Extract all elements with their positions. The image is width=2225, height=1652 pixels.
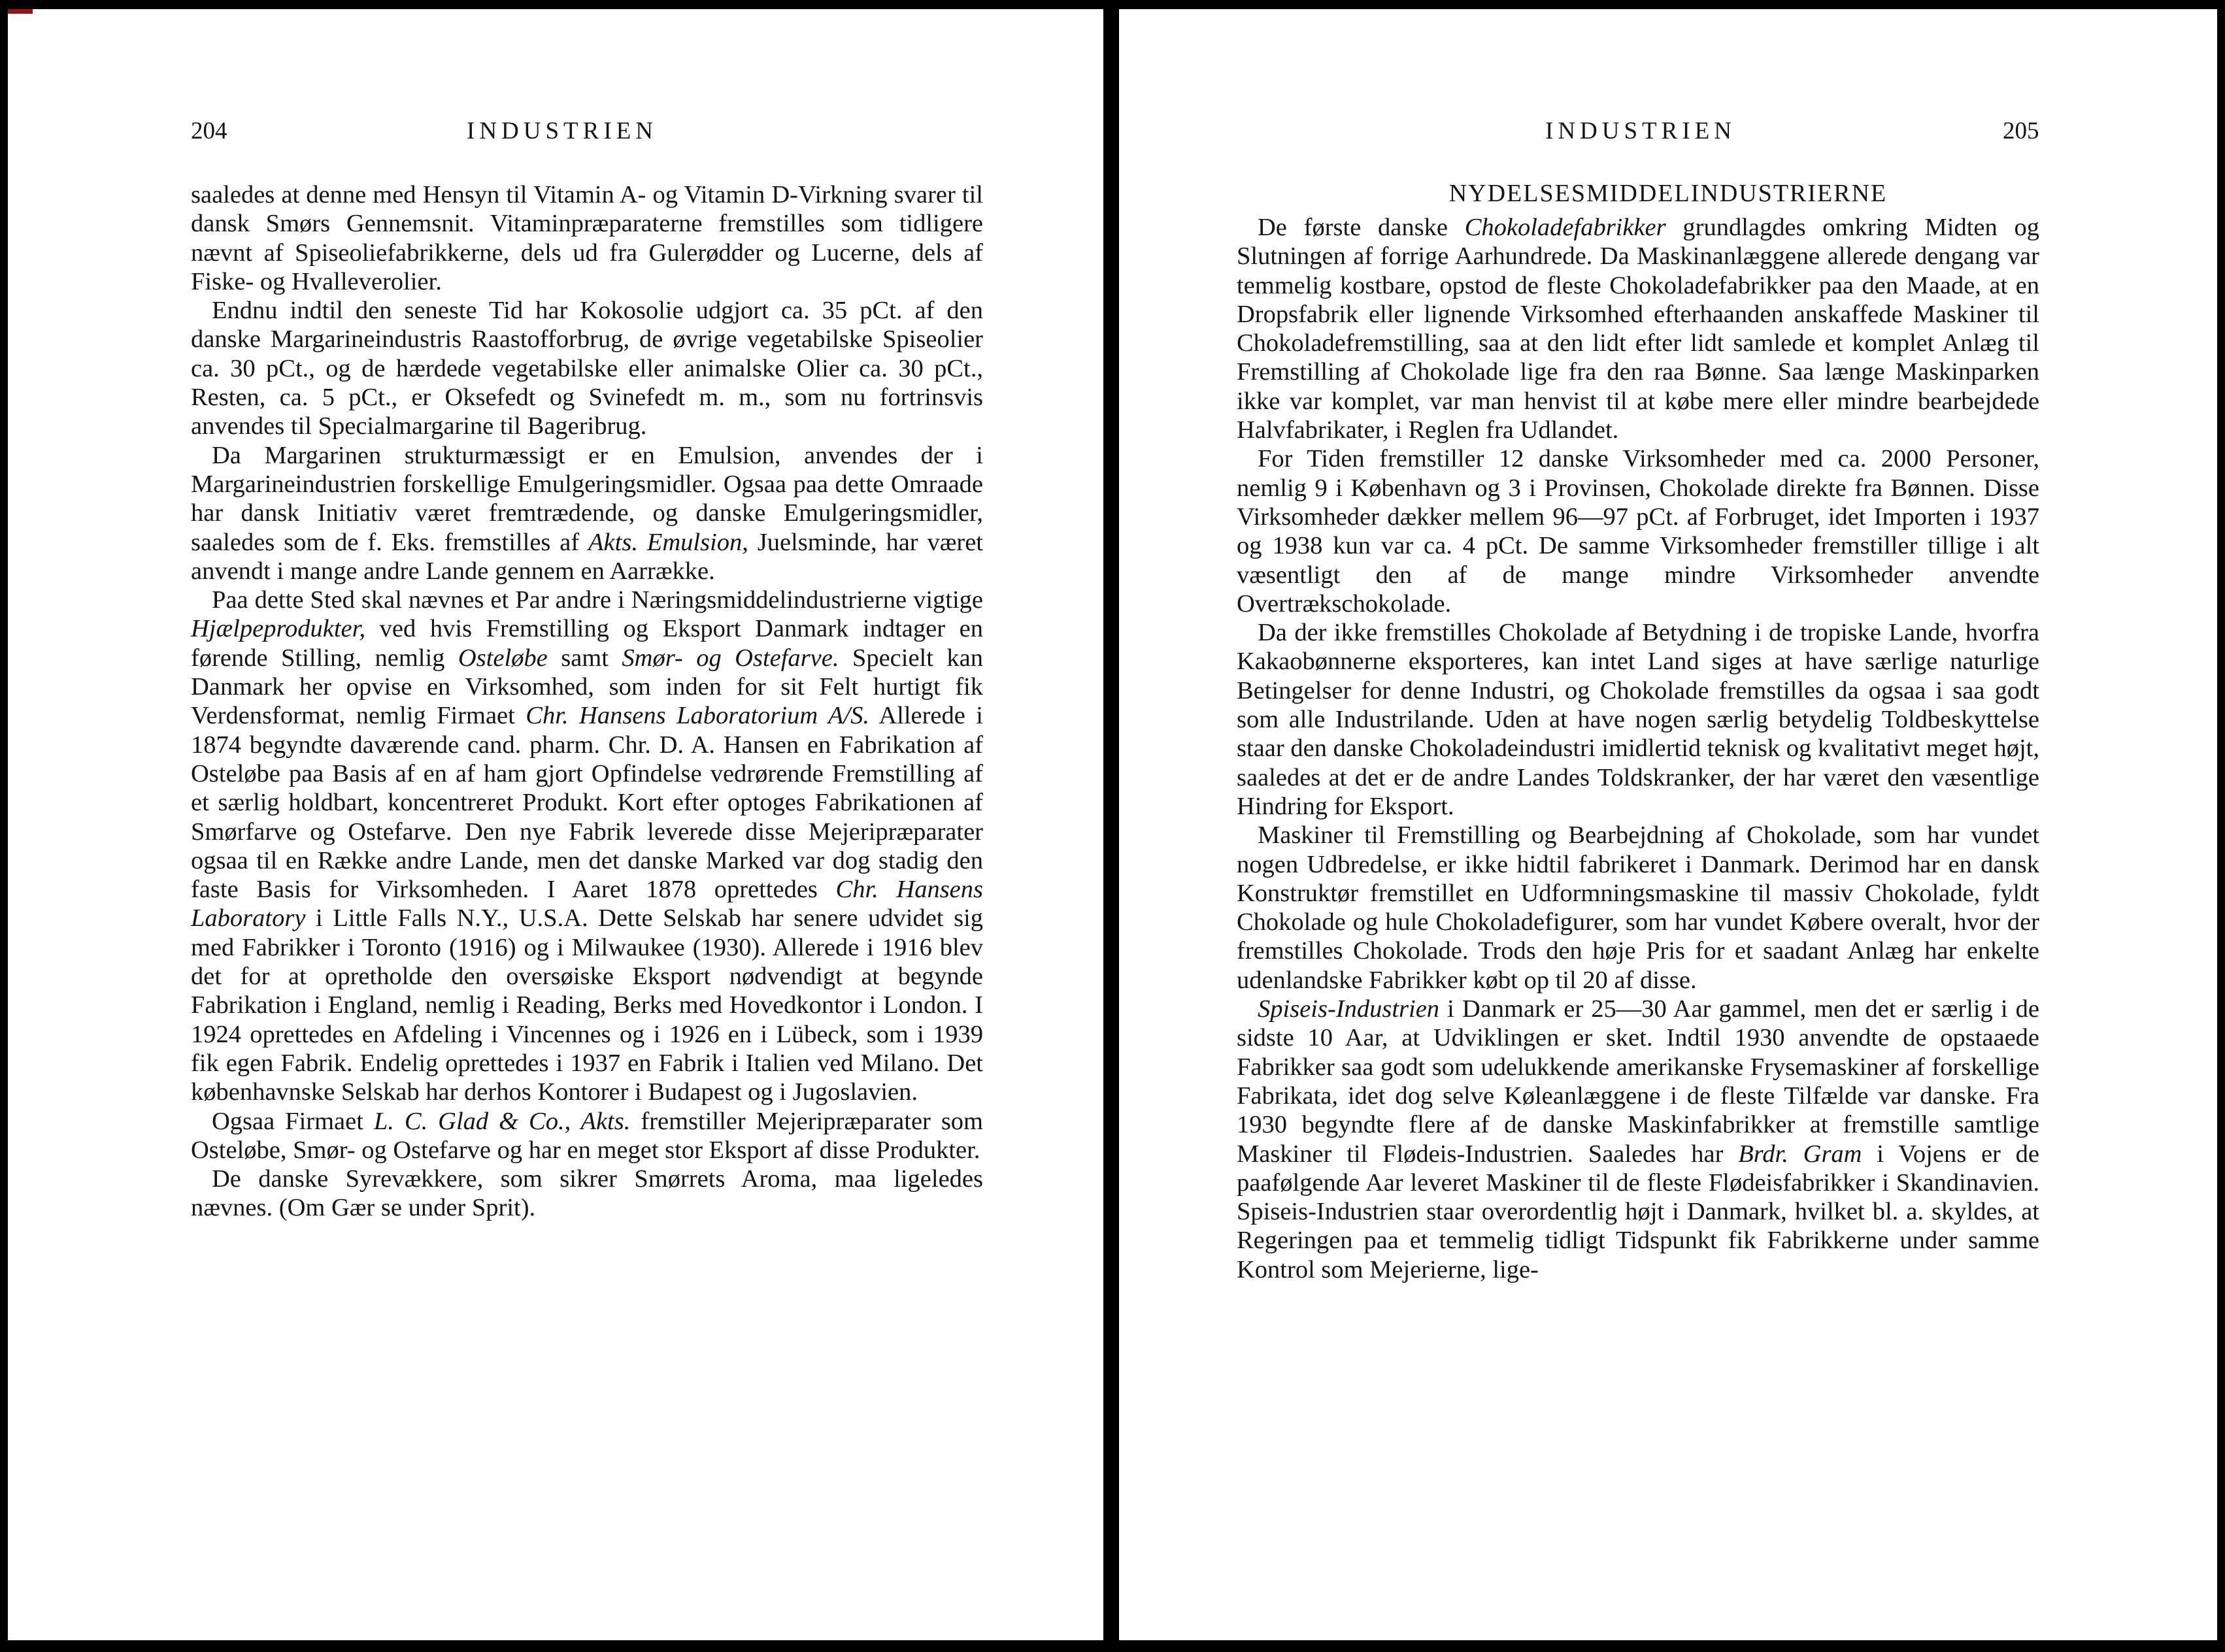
text-run: De danske Syrevækkere, som sikrer Smørrets Aroma, maa ligeledes nævnes. (Om Gær se under Sprit).	[191, 1165, 983, 1222]
text-run: Specielt kan Danmark her opvise en Virksomhed, som inden for sit Felt hurtigt fik Verdensformat, nemlig Firmaet	[191, 644, 983, 730]
paragraph	[191, 180, 983, 296]
italic-term: Brdr. Gram	[1738, 1140, 1862, 1168]
text-run: samt	[547, 644, 622, 672]
text-run: saaledes at denne med Hensyn til Vitamin A- og Vitamin D-Virkning svarer til dansk Smørs Gennemsnit. Vitaminpræparaterne fremstilles som tidligere nævnt af Spiseoliefabrikkerne, dels ud fra Gulerødder og Lucerne, dels af Fiske- og Hvalleverolier.	[191, 181, 983, 295]
paragraph	[191, 296, 983, 440]
paragraph	[191, 1107, 983, 1165]
text-run: For Tiden fremstiller 12 danske Virksomheder med ca. 2000 Personer, nemlig 9 i København og 3 i Provinsen, Chokolade direkte fra Bønnen. Disse Virksomheder dækker mellem 96—97 pCt. af Forbruget, idet Importen i 1937 og 1938 kun var ca. 4 pCt. De samme Virksomheder fremstiller tillige i alt væsentligt den af de mange mindre Virksomheder anvendte Overtrækschokolade.	[1237, 445, 2039, 618]
text-run: Maskiner til Fremstilling og Bearbejdning af Chokolade, som har vundet nogen Udbredelse, er ikke hidtil fabrikeret i Danmark. Derimod har en dansk Konstruktør fremstillet en Udformningsmaskine til massiv Chokolade, fyldt Chokolade og hule Chokoladefigurer, som har vundet Købere overalt, hvor der fremstilles Chokolade. Trods den høje Pris for et saadant Anlæg har enkelte udenlandske Fabrikker købt op til 20 af disse.	[1237, 821, 2039, 994]
paragraph	[1237, 821, 2039, 995]
italic-term: Chr. Hansens Laboratory	[191, 876, 983, 933]
text-run: De første danske	[1258, 214, 1465, 241]
body-text	[191, 180, 983, 1223]
text-run: Da der ikke fremstilles Chokolade af Betydning i de tropiske Lande, hvorfra Kakaobønnerne eksporteres, kan intet Land siges at have særlige naturlige Betingelser for denne Industri, og Chokolade fremstilles da ogsaa i saa godt som alle Industrilande. Uden at have nogen særlig betydelig Toldbeskyttelse staar den danske Chokoladeindustri imidlertid teknisk og kvalitativt meget højt, saaledes at det er de andre Landes Toldskranker, der har været den væsentlige Hindring for Eksport.	[1237, 619, 2039, 820]
page-number: 204	[191, 118, 227, 144]
paragraph	[1237, 444, 2039, 618]
right-page	[1119, 9, 2217, 1640]
italic-term: Hjælpeprodukter,	[191, 615, 365, 643]
page-number: 205	[2003, 118, 2039, 144]
text-run: ved hvis Fremstilling og Eksport Danmark indtager en førende Stilling, nemlig	[191, 615, 983, 672]
text-run: i Vojens er de paafølgende Aar leveret Maskiner til de fleste Flødeisfabrikker i Skandinavien. Spiseis-Industrien staar overordentlig højt i Danmark, hvilket bl. a. skyldes, at Regeringen paa et temmelig tidligt Tidspunkt fik Fabrikkerne under samme Kontrol som Mejerierne, lige-	[1237, 1140, 2039, 1283]
paragraph	[1237, 618, 2039, 821]
text-run: grundlagdes omkring Midten og Slutningen af forrige Aarhundrede. Da Maskinanlæggene allerede dengang var temmelig kostbare, opstod de fleste Chokoladefabrikker paa den Maade, at en Dropsfabrik eller lignende Virksomhed efterhaanden anskaffede Maskiner til Chokoladefremstilling, saa at den lidt efter lidt samlede et komplet Anlæg til Fremstilling af Chokolade lige fra den raa Bønne. Saa længe Maskinparken ikke var komplet, var man henvist til at købe mere eller mindre bearbejdede Halvfabrikater, i Reglen fra Udlandet.	[1237, 214, 2039, 444]
italic-term: Chr. Hansens Laboratorium A/S.	[526, 702, 869, 730]
paragraph	[191, 586, 983, 1106]
text-run: Juelsminde, har været anvendt i mange andre Lande gennem en Aarrække.	[191, 528, 983, 585]
text-run: fremstiller Mejeripræparater som Osteløbe, Smør- og Ostefarve og har en meget stor Eksport af disse Produkter.	[191, 1107, 984, 1164]
italic-term: Osteløbe	[458, 644, 548, 672]
italic-term: Smør- og Ostefarve.	[622, 644, 839, 672]
text-run: Endnu indtil den seneste Tid har Kokosolie udgjort ca. 35 pCt. af den danske Margarineindustris Raastofforbrug, de øvrige vegetabilske Spiseolier ca. 30 pCt., og de hærdede vegetabilske eller animalske Olier ca. 30 pCt., Resten, ca. 5 pCt., er Oksefedt og Svinefedt m. m., som nu fortrinsvis anvendes til Specialmargarine til Bageribrug.	[191, 297, 983, 440]
section-title: NYDELSESMIDDELINDUSTRIERNE	[1448, 180, 1888, 207]
paragraph	[191, 441, 983, 586]
running-head: INDUSTRIEN	[1545, 118, 1736, 144]
text-run: Ogsaa Firmaet	[212, 1107, 374, 1135]
italic-term: Chokoladefabrikker	[1464, 214, 1666, 241]
italic-term: L. C. Glad & Co., Akts.	[373, 1107, 631, 1135]
italic-term: Akts. Emulsion,	[588, 528, 748, 556]
text-run: Da Margarinen strukturmæssigt er en Emulsion, anvendes der i Margarineindustrien forskellige Emulgeringsmidler. Ogsaa paa dette Omraade har dansk Initiativ været fremtrædende, og danske Emulgeringsmidler, saaledes som de f. Eks. fremstilles af	[191, 441, 983, 556]
paragraph	[191, 1165, 983, 1223]
body-text	[1237, 213, 2039, 1284]
paragraph	[1237, 213, 2039, 444]
running-head: INDUSTRIEN	[467, 118, 658, 144]
text-run: Allerede i 1874 begyndte daværende cand. pharm. Chr. D. A. Hansen en Fabrikation af Osteløbe paa Basis af en af ham gjort Opfindelse vedrørende Fremstilling af et særlig holdbart, koncentreret Produkt. Kort efter optoges Fabrikationen af Smørfarve og Ostefarve. Den nye Fabrik leverede disse Mejeripræparater ogsaa til en Række andre Lande, men det danske Marked var dog stadig den faste Basis for Virksomheden. I Aaret 1878 oprettedes	[191, 702, 984, 904]
left-page	[8, 9, 1103, 1640]
paragraph	[1237, 995, 2039, 1284]
text-run: Paa dette Sted skal nævnes et Par andre i Næringsmiddelindustrierne vigtige	[212, 586, 983, 614]
corner-mark	[8, 9, 33, 14]
text-run: i Danmark er 25—30 Aar gammel, men det er særlig i de sidste 10 Aar, at Udviklingen er sket. Indtil 1930 anvendte de opstaaede Fabrikker saa godt som udelukkende amerikanske Frysemaskiner af forskellige Fabrikata, idet dog selve Køleanlæggene i de fleste Tilfælde var danske. Fra 1930 begyndte flere af de danske Maskinfabrikker at fremstille samtlige Maskiner til Flødeis-Industrien. Saaledes har	[1237, 995, 2039, 1168]
italic-term: Spiseis-Industrien	[1258, 995, 1440, 1023]
text-run: i Little Falls N.Y., U.S.A. Dette Selskab har senere udvidet sig med Fabrikker i Toronto (1916) og i Milwaukee (1930). Allerede i 1916 blev det for at opretholde den oversøiske Eksport nødvendigt at begynde Fabrikation i England, nemlig i Reading, Berks med Hovedkontor i London. I 1924 oprettedes en Afdeling i Vincennes og i 1926 en i Lübeck, som i 1939 fik egen Fabrik. Endelig oprettedes i 1937 en Fabrik i Italien ved Milano. Det københavnske Selskab har derhos Kontorer i Budapest og i Jugoslavien.	[191, 904, 983, 1106]
